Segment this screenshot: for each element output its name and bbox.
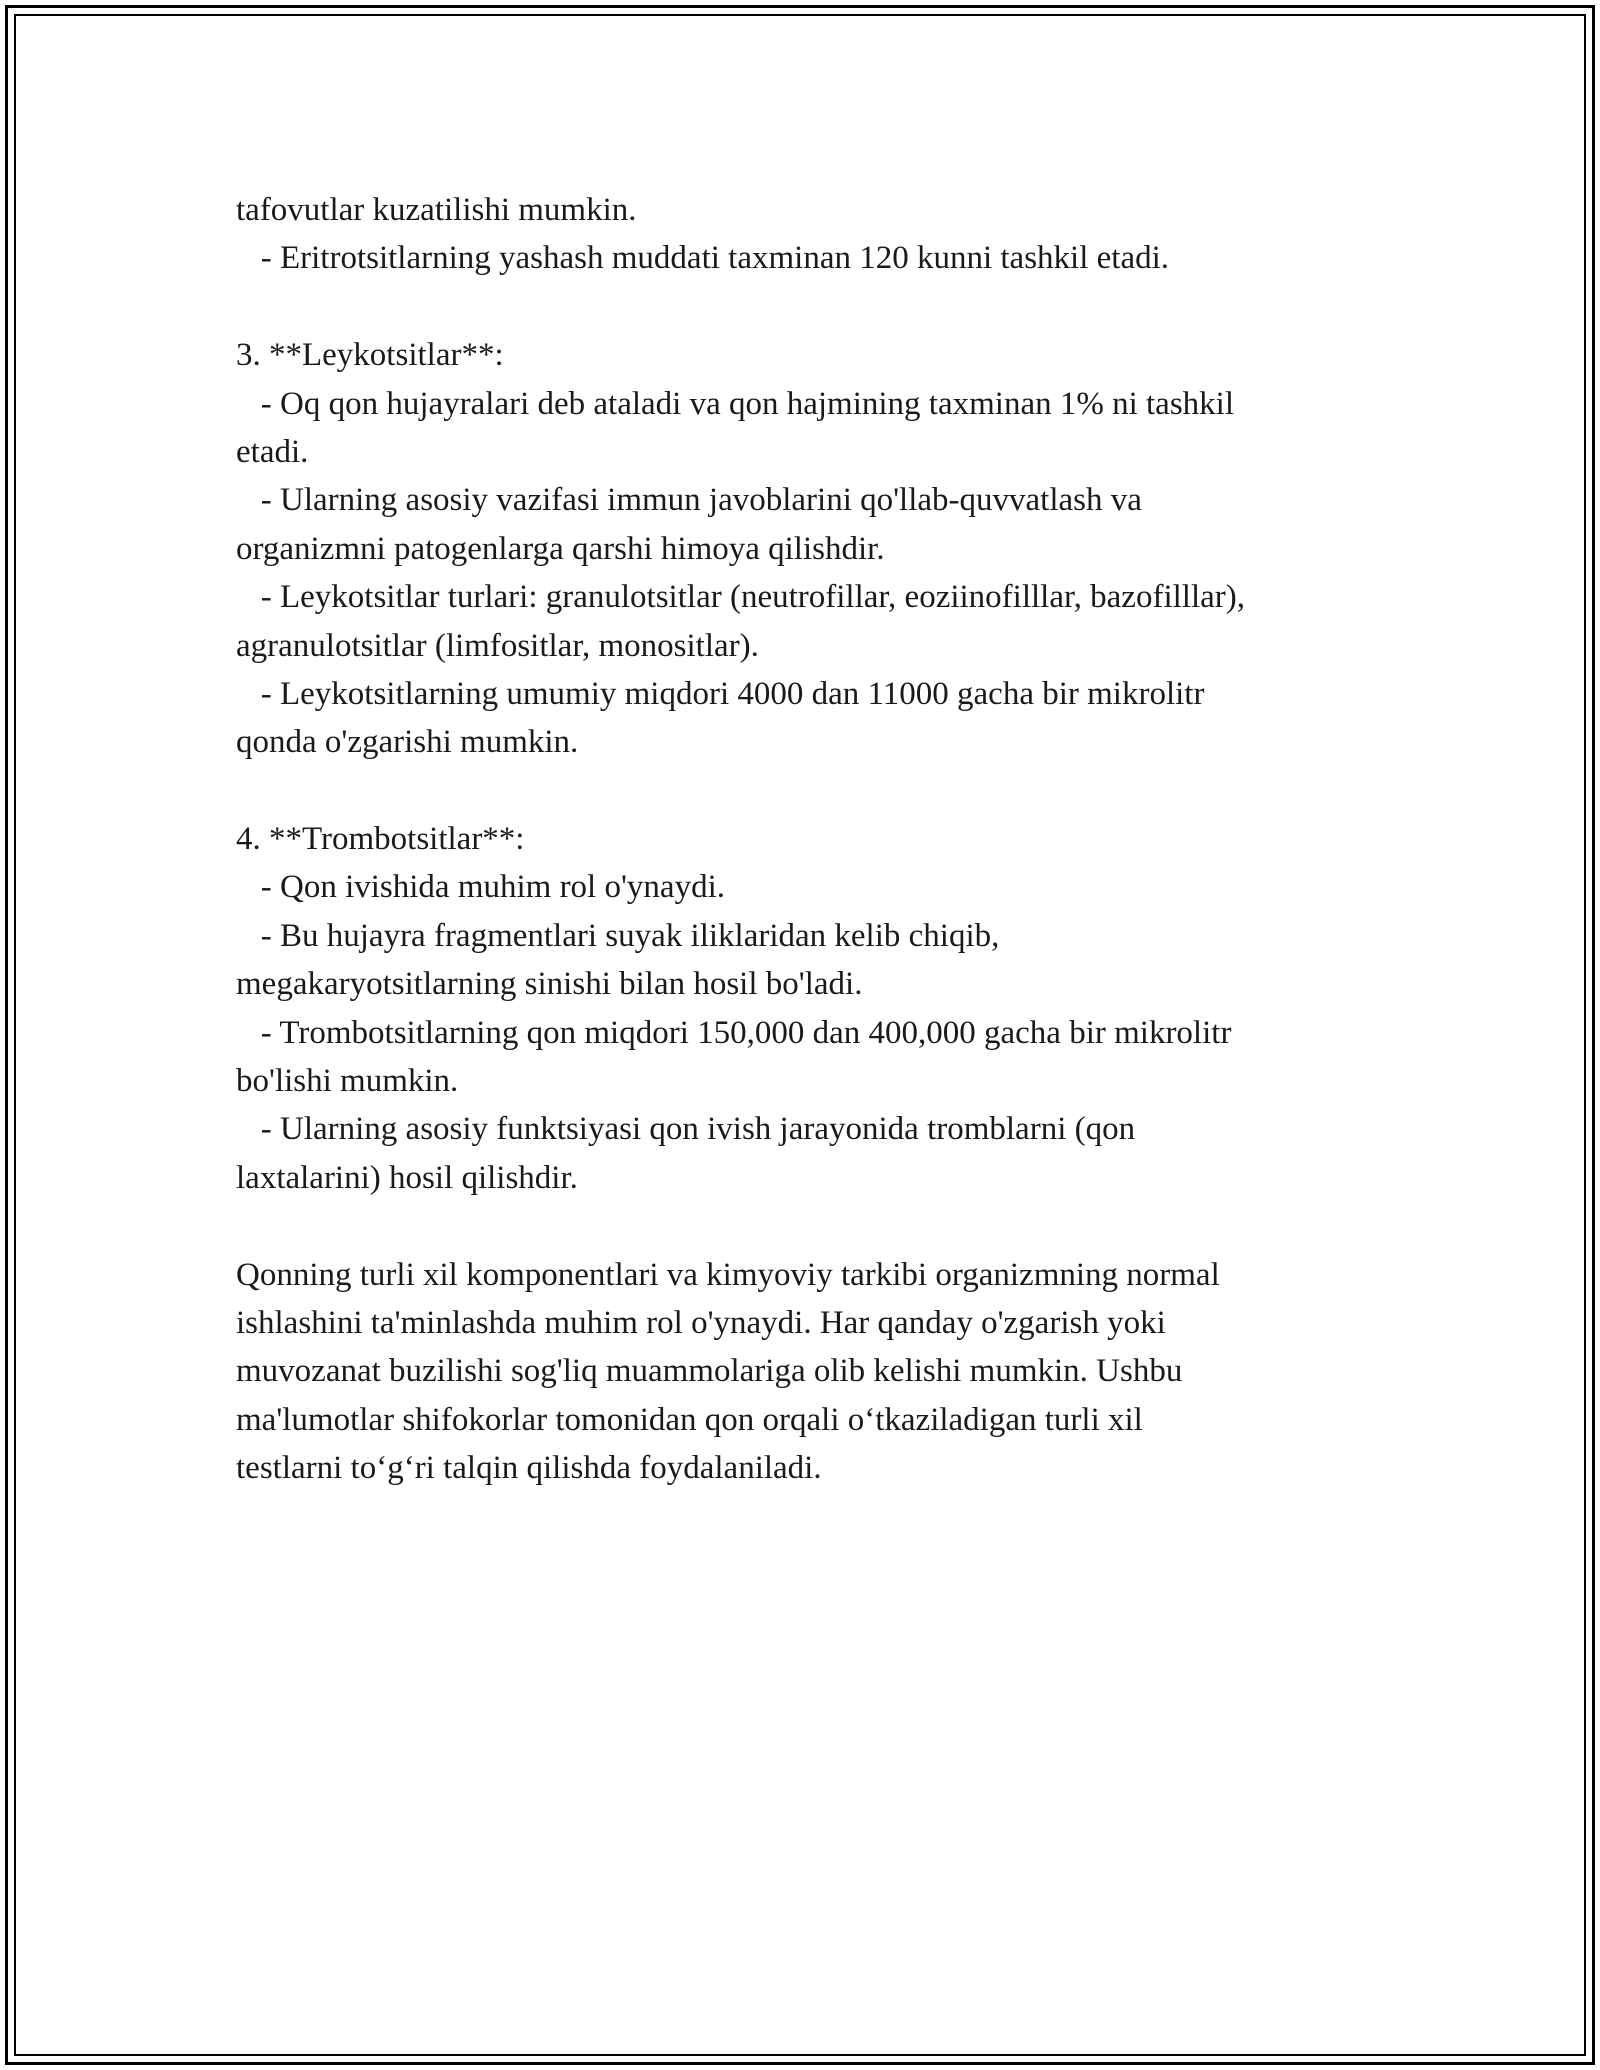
text-line: muvozanat buzilishi sog'liq muammolariga olib kelishi mumkin. Ushbu: [236, 1353, 1183, 1390]
text-line: - Oq qon hujayralari deb ataladi va qon hajmining taxminan 1% ni tashkil: [236, 385, 1235, 422]
text-line: - Eritrotsitlarning yashash muddati taxminan 120 kunni tashkil etadi.: [236, 240, 1170, 277]
text-line: - Qon ivishida muhim rol o'ynaydi.: [236, 869, 725, 906]
text-line: ma'lumotlar shifokorlar tomonidan qon orqali o‘tkaziladigan turli xil: [236, 1401, 1143, 1438]
text-line: bo'lishi mumkin.: [236, 1063, 459, 1100]
text-line: - Trombotsitlarning qon miqdori 150,000 dan 400,000 gacha bir mikrolitr: [236, 1014, 1232, 1051]
text-line: qonda o'zgarishi mumkin.: [236, 724, 579, 761]
text-line: organizmni patogenlarga qarshi himoya qilishdir.: [236, 530, 885, 567]
document-body: [236, 186, 1366, 1493]
text-line: - Ularning asosiy vazifasi immun javoblarini qo'llab-quvvatlash va: [236, 482, 1142, 519]
blank-line: [236, 283, 1366, 331]
text-line: - Leykotsitlarning umumiy miqdori 4000 dan 11000 gacha bir mikrolitr: [236, 675, 1205, 712]
text-line: ishlashini ta'minlashda muhim rol o'ynaydi. Har qanday o'zgarish yoki: [236, 1304, 1166, 1341]
blank-line: [236, 767, 1366, 815]
text-line: Qonning turli xil komponentlari va kimyoviy tarkibi organizmning normal: [236, 1256, 1220, 1293]
text-line: agranulotsitlar (limfositlar, monositlar).: [236, 627, 759, 664]
text-line: - Ularning asosiy funktsiyasi qon ivish jarayonida tromblarni (qon: [236, 1111, 1136, 1148]
section-heading: 4. **Trombotsitlar**:: [236, 821, 525, 858]
text-line: tafovutlar kuzatilishi mumkin.: [236, 192, 637, 228]
text-line: megakaryotsitlarning sinishi bilan hosil bo'ladi.: [236, 966, 863, 1003]
blank-line: [236, 1202, 1366, 1250]
text-line: etadi.: [236, 433, 309, 470]
section-heading: 3. **Leykotsitlar**:: [236, 337, 504, 374]
text-line: laxtalarini) hosil qilishdir.: [236, 1159, 578, 1196]
text-line: testlarni to‘g‘ri talqin qilishda foydalaniladi.: [236, 1450, 822, 1487]
text-line: - Leykotsitlar turlari: granulotsitlar (neutrofillar, eoziinofilllar, bazofilllar),: [236, 579, 1245, 616]
text-line: - Bu hujayra fragmentlari suyak iliklaridan kelib chiqib,: [236, 917, 1000, 954]
